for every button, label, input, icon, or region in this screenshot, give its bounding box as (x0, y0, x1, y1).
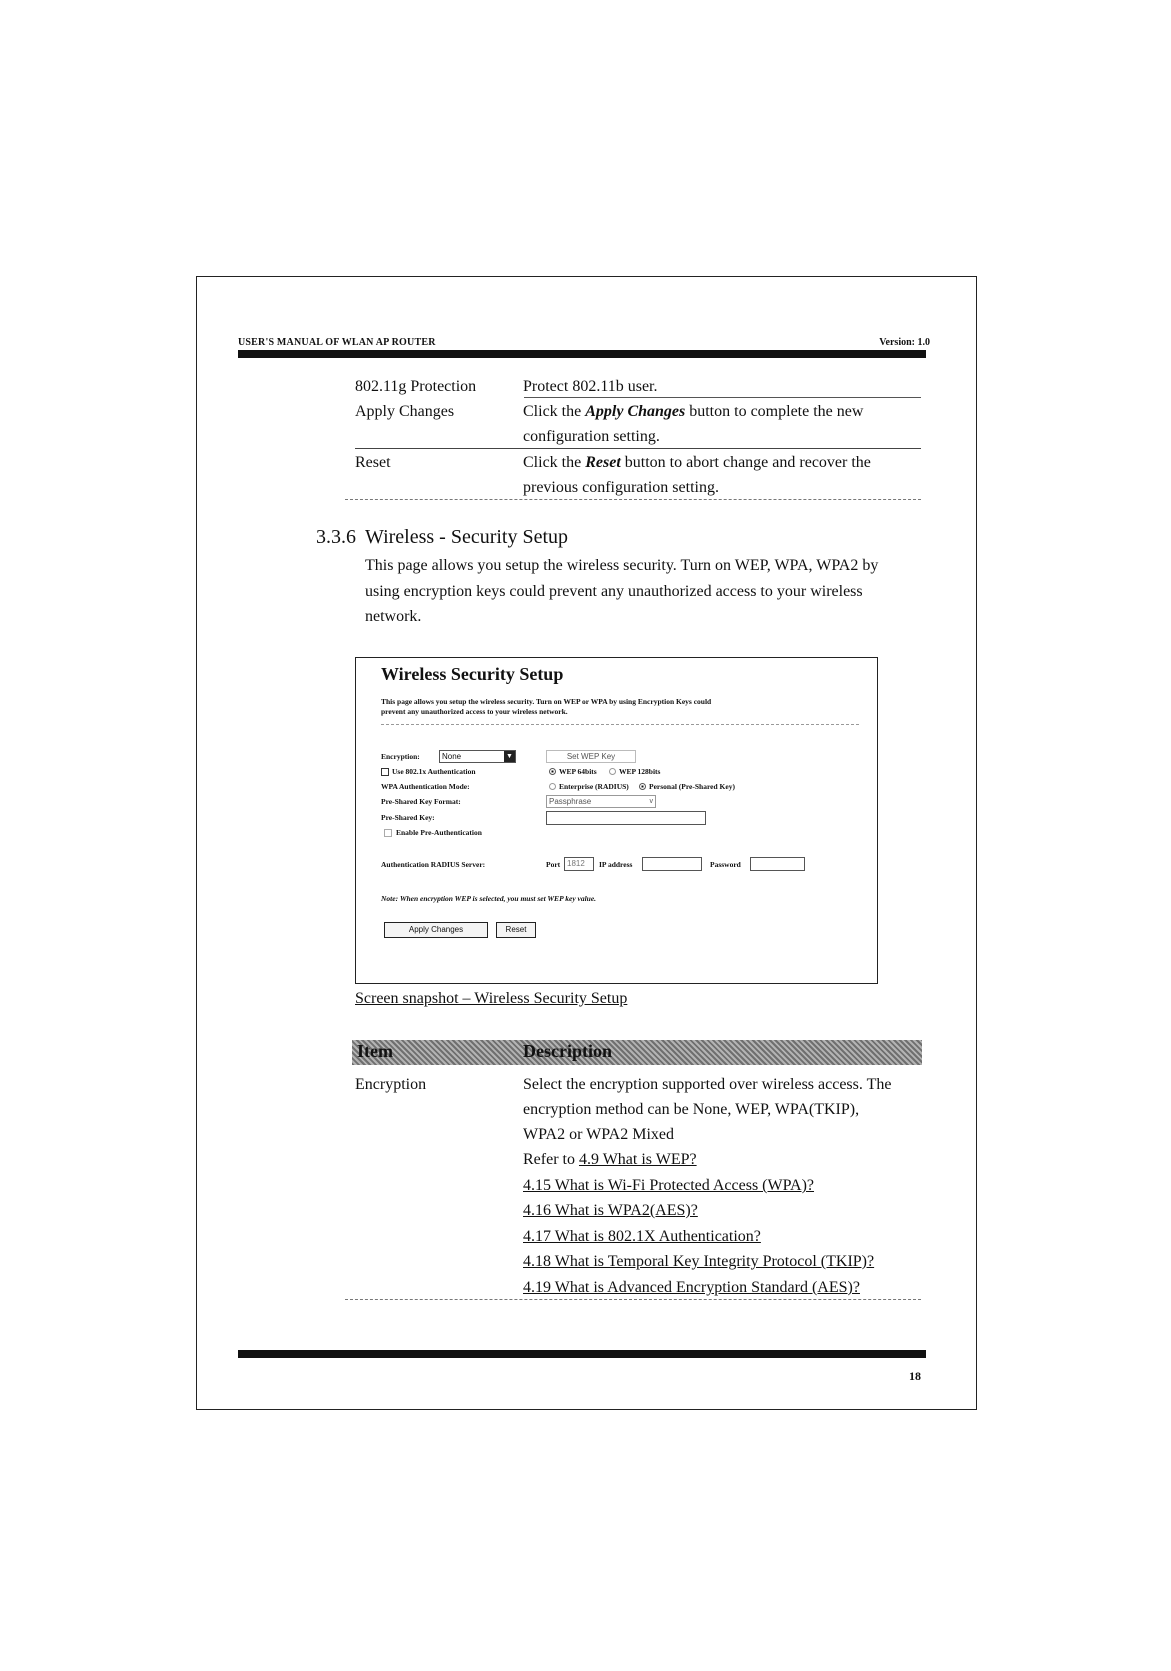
use-8021x-checkbox[interactable] (381, 768, 389, 776)
desc-line: This page allows you setup the wireless security. Turn on WEP or WPA by using Encryption Keys could (381, 697, 712, 706)
ip-address-label: IP address (599, 860, 633, 869)
wpa-auth-mode-label: WPA Authentication Mode: (381, 782, 470, 791)
footer-rule (238, 1350, 926, 1358)
password-input[interactable] (750, 857, 805, 871)
intro-line: network. (365, 608, 422, 625)
divider (524, 397, 921, 398)
intro-line: This page allows you setup the wireless security. Turn on WEP, WPA, WPA2 by (365, 557, 879, 574)
figure-caption: Screen snapshot – Wireless Security Setup (355, 990, 628, 1007)
psk-format-value: Passphrase (549, 797, 592, 806)
section-heading (316, 526, 568, 549)
table-item: 802.11g Protection (355, 378, 477, 395)
wep128-radio[interactable] (609, 768, 616, 775)
psk-format-label: Pre-Shared Key Format: (381, 797, 461, 806)
reset-button[interactable]: Reset (496, 922, 536, 938)
refer-prefix: Refer to (523, 1151, 579, 1168)
link-what-is-tkip[interactable]: 4.18 What is Temporal Key Integrity Protocol (TKIP)? (523, 1253, 875, 1270)
divider (345, 499, 921, 500)
encryption-item: Encryption (355, 1076, 427, 1093)
personal-radio[interactable] (639, 783, 646, 790)
ip-address-input[interactable] (642, 857, 702, 871)
table-desc: Protect 802.11b user. (523, 378, 658, 395)
screenshot-title: Wireless Security Setup (381, 664, 564, 684)
table-desc (523, 450, 921, 500)
section-intro (365, 553, 925, 630)
desc-emphasis: Reset (585, 454, 621, 471)
radius-server-label: Authentication RADIUS Server: (381, 860, 486, 869)
wep64-radio[interactable] (549, 768, 556, 775)
link-what-is-wpa[interactable]: 4.15 What is Wi-Fi Protected Access (WPA)? (523, 1177, 815, 1194)
link-what-is-wep[interactable]: 4.9 What is WEP? (578, 1151, 697, 1168)
table-header (352, 1040, 922, 1065)
table-item: Reset (355, 454, 391, 471)
port-label: Port (546, 860, 561, 869)
use-8021x-label: Use 802.1x Authentication (392, 767, 476, 776)
desc-line: prevent any unauthorized access to your wireless network. (381, 707, 568, 716)
wep128-label: WEP 128bits (619, 767, 661, 776)
personal-label: Personal (Pre-Shared Key) (649, 782, 735, 791)
link-what-is-wpa2[interactable]: 4.16 What is WPA2(AES)? (523, 1202, 698, 1219)
enable-preauth-label: Enable Pre-Authentication (396, 828, 482, 837)
refer-line (523, 1147, 697, 1173)
psk-format-select[interactable] (546, 795, 656, 808)
screenshot-panel (355, 657, 878, 984)
wep64-label: WEP 64bits (559, 767, 597, 776)
screenshot-description (381, 697, 851, 717)
header-description: Description (523, 1041, 612, 1061)
chevron-down-icon: v (649, 798, 653, 805)
apply-changes-button[interactable]: Apply Changes (384, 922, 488, 938)
wep-note: Note: When encryption WEP is selected, you must set WEP key value. (381, 894, 597, 903)
port-input[interactable]: 1812 (564, 857, 594, 871)
intro-line: using encryption keys could prevent any unauthorized access to your wireless (365, 582, 863, 600)
link-what-is-8021x[interactable]: 4.17 What is 802.1X Authentication? (523, 1228, 761, 1245)
encryption-select[interactable] (439, 750, 516, 763)
header-rule (238, 350, 926, 358)
divider (355, 448, 921, 449)
desc-emphasis: Apply Changes (585, 403, 686, 420)
header-item: Item (357, 1041, 393, 1061)
password-label: Password (710, 860, 741, 869)
desc-line: WPA2 or WPA2 Mixed (523, 1126, 674, 1143)
manual-title: USER'S MANUAL OF WLAN AP ROUTER (238, 337, 436, 348)
divider (345, 1299, 921, 1300)
desc-text: previous configuration setting. (523, 479, 719, 496)
encryption-value: None (442, 752, 462, 761)
dropdown-arrow-icon: ▼ (504, 751, 515, 762)
section-number: 3.3.6 (316, 526, 356, 548)
desc-text: configuration setting. (523, 428, 660, 445)
psk-label: Pre-Shared Key: (381, 813, 435, 822)
desc-text: button to abort change and recover the (620, 454, 871, 471)
encryption-label: Encryption: (381, 752, 420, 761)
divider (381, 724, 859, 725)
enterprise-label: Enterprise (RADIUS) (559, 782, 629, 791)
enterprise-radio[interactable] (549, 783, 556, 790)
table-desc (523, 399, 921, 449)
desc-text: button to complete the new (685, 403, 864, 420)
desc-text: Click the (523, 454, 586, 471)
psk-input[interactable] (546, 811, 706, 825)
desc-line: encryption method can be None, WEP, WPA(TKIP), (523, 1101, 860, 1118)
section-title: Wireless - Security Setup (365, 526, 569, 548)
enable-preauth-checkbox[interactable] (384, 829, 392, 837)
desc-text: Click the (523, 403, 586, 420)
table-item: Apply Changes (355, 403, 455, 420)
link-what-is-aes[interactable]: 4.19 What is Advanced Encryption Standard (AES)? (523, 1279, 860, 1296)
set-wep-key-button[interactable]: Set WEP Key (546, 750, 636, 763)
version-label: Version: 1.0 (879, 337, 930, 348)
page-number: 18 (909, 1369, 921, 1383)
desc-line: Select the encryption supported over wireless access. The (523, 1076, 892, 1093)
